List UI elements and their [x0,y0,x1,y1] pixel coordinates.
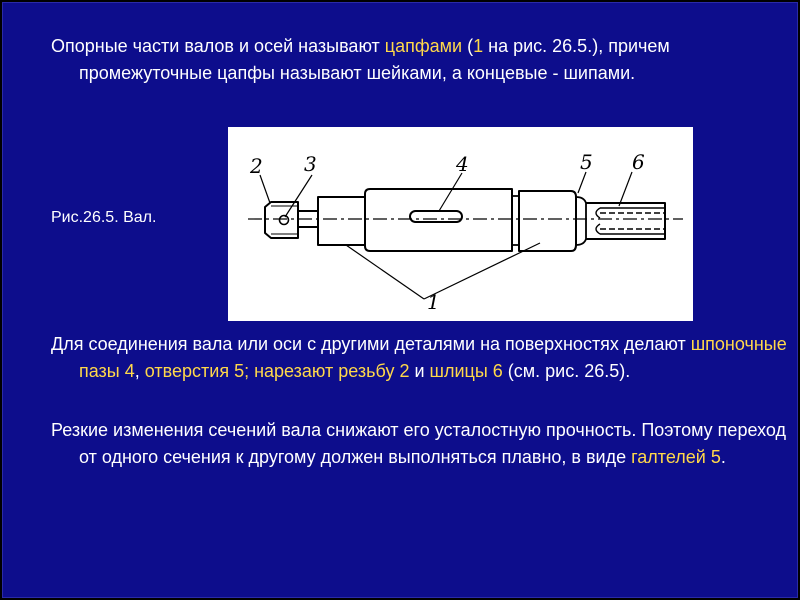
text-run: (см. рис. 26.5). [502,360,631,381]
highlight-term: шпоночные пазы 4 [79,334,787,381]
keyway-slot [410,211,462,222]
shaft-body [365,189,512,251]
shaft-figure [228,127,693,321]
label-3: 3 [304,152,317,176]
text-run: Для соединения вала или оси с другими деталями на поверхностях делают [51,334,691,354]
shaft-drawing [228,127,693,321]
label-4: 4 [456,152,469,176]
highlight-term: цапфами [384,36,463,56]
paragraph-connections [51,331,799,384]
text-run: Резкие изменения сечений вала снижают его усталостную прочность. Поэтому переход от одного сечения к другому должен выполняться плавно, в виде [51,420,786,467]
journal-left [318,197,365,245]
text-run: на рис. 26.5.), причем промежуточные цапфы называют шейками, а концевые - шипами. [79,36,670,83]
slide [2,2,798,598]
text-run: ( [462,36,474,56]
threaded-end [265,202,298,238]
paragraph-fatigue [51,417,799,470]
highlight-term: 1 [473,36,484,56]
fillet [576,197,586,245]
paragraph-trunnions [51,33,799,86]
figure-caption: Рис.26.5. Вал. [51,209,157,226]
highlight-term: шлицы 6 [429,360,503,381]
text-run: и [409,360,430,381]
highlight-term: отверстия 5; нарезают резьбу 2 [144,360,410,381]
highlight-term: галтелей 5 [631,446,721,467]
label-1: 1 [427,290,440,314]
text-run: . [720,446,726,467]
journal-right [519,191,576,251]
text-run: Опорные части валов и осей называют [51,36,385,56]
cross-hole [280,216,289,225]
label-6: 6 [632,150,645,174]
label-2: 2 [250,154,263,178]
text-run: , [134,360,145,381]
label-5: 5 [580,150,593,174]
